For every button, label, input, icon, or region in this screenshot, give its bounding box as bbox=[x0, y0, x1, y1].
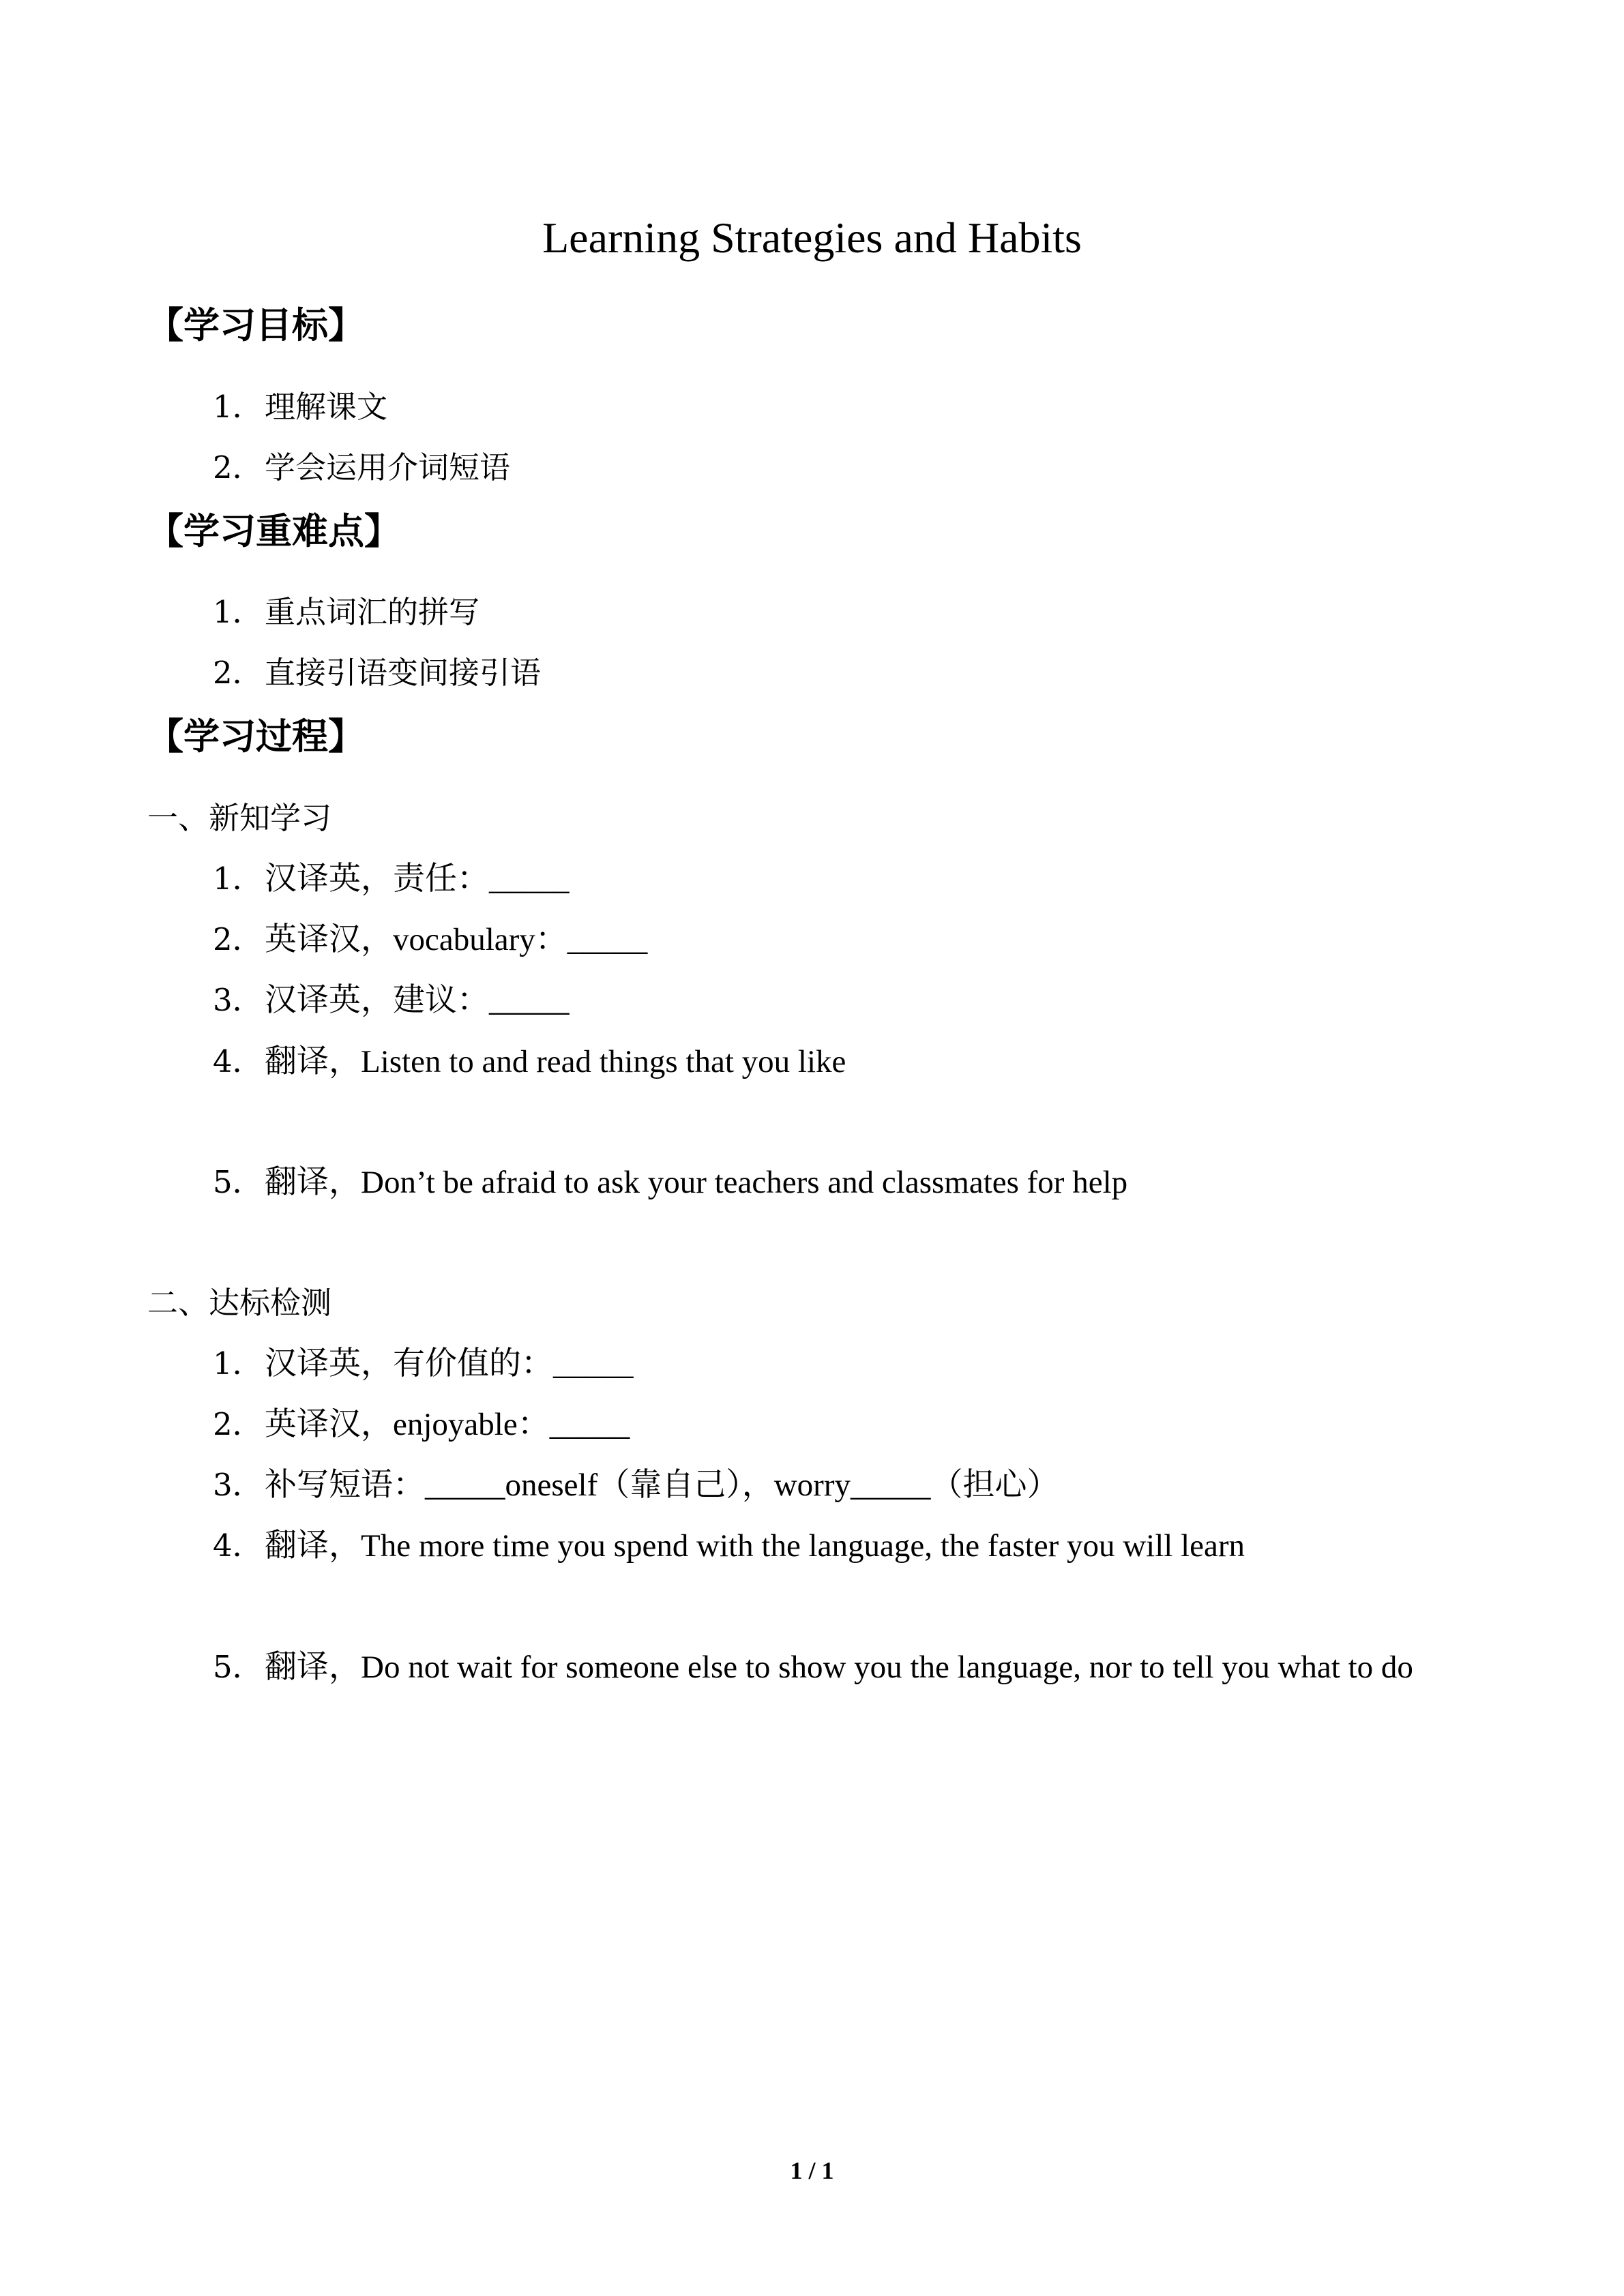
list-item: 1．重点词汇的拼写 bbox=[213, 594, 480, 630]
list-item: 2．英译汉，vocabulary：_____ bbox=[213, 921, 648, 957]
list-item: 2．英译汉，enjoyable：_____ bbox=[213, 1406, 630, 1442]
list-item: 1．理解课文 bbox=[213, 389, 388, 425]
list-item: 3．补写短语：_____oneself（靠自己），worry_____（担心） bbox=[213, 1467, 1059, 1503]
page-number: 1 / 1 bbox=[790, 2157, 834, 2184]
heading-learning-process: 【学习过程】 bbox=[147, 716, 364, 758]
document-title: Learning Strategies and Habits bbox=[542, 213, 1082, 262]
list-item: 4．翻译，The more time you spend with the language, the faster you will learn bbox=[213, 1527, 1245, 1564]
list-item: 4．翻译，Listen to and read things that you like bbox=[213, 1043, 846, 1079]
list-item: 5．翻译，Don’t be afraid to ask your teachers and classmates for help bbox=[213, 1164, 1128, 1200]
list-item: 1．汉译英，责任：_____ bbox=[213, 861, 570, 897]
subsection-assessment: 二、达标检测 bbox=[147, 1285, 332, 1321]
heading-learning-objectives: 【学习目标】 bbox=[147, 305, 364, 346]
list-item: 1．汉译英，有价值的：_____ bbox=[213, 1345, 634, 1382]
list-item: 5．翻译，Do not wait for someone else to show you the language, nor to tell you what to do bbox=[213, 1649, 1413, 1685]
subsection-new-knowledge: 一、新知学习 bbox=[147, 800, 332, 836]
list-item: 3．汉译英，建议：_____ bbox=[213, 982, 570, 1018]
list-item: 2．直接引语变间接引语 bbox=[213, 655, 542, 691]
heading-key-points: 【学习重难点】 bbox=[147, 511, 400, 552]
list-item: 2．学会运用介词短语 bbox=[213, 449, 511, 486]
